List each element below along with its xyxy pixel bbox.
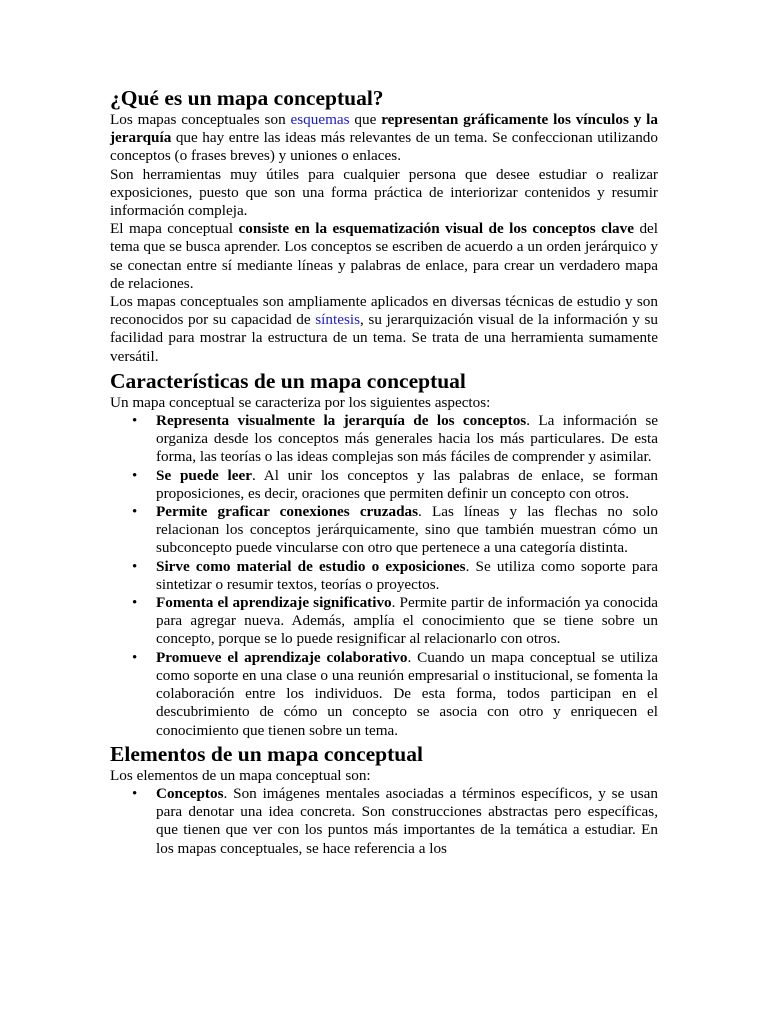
heading-characteristics: Características de un mapa conceptual bbox=[110, 368, 466, 393]
link-esquemas[interactable]: esquemas bbox=[290, 111, 350, 128]
paragraph-3 bbox=[110, 220, 658, 293]
text: . Permite partir de información ya conocida para agregar nueva. Además, amplía el conocimiento que se tiene sobre un concepto, porque se lo puede resignificar al relacionarlo con otros. bbox=[156, 594, 658, 648]
list-item bbox=[110, 785, 658, 858]
bullet-icon: • bbox=[132, 467, 138, 484]
heading-what-is: ¿Qué es un mapa conceptual? bbox=[110, 86, 384, 110]
text: . Cuando un mapa conceptual se utiliza como soporte en una clase o una reunión empresarial o institucional, se fomenta la colaboración entre los individuos. De esta forma, todos participan en el descubrimiento de cómo un concepto se asocia con otro y enriquecen el conocimiento que tienen sobre un tema. bbox=[156, 648, 658, 739]
elements-intro: Los elementos de un mapa conceptual son: bbox=[110, 766, 371, 784]
elements-list bbox=[110, 785, 658, 858]
list-item bbox=[110, 558, 658, 594]
bullet-icon: • bbox=[132, 785, 138, 802]
bold-text: representan gráficamente los vínculos y la jerarquía bbox=[110, 111, 658, 147]
text: . La información se organiza desde los conceptos más generales hacia los más particulares. De esta forma, las teorías o las ideas complejas son más fáciles de comprender y asimilar. bbox=[156, 412, 658, 466]
text: que bbox=[349, 111, 382, 128]
text: que hay entre las ideas más relevantes de un tema. Se confeccionan utilizando conceptos (o frases breves) y uniones o enlaces. bbox=[110, 129, 658, 165]
text: El mapa conceptual bbox=[110, 220, 239, 238]
list-item bbox=[110, 467, 658, 503]
link-sintesis[interactable]: síntesis bbox=[315, 311, 360, 329]
paragraph-1 bbox=[110, 111, 658, 166]
paragraph-4 bbox=[110, 293, 658, 366]
bullet-icon: • bbox=[132, 504, 138, 521]
list-item bbox=[110, 594, 658, 649]
bold-text: consiste en la esquematización visual de los conceptos clave bbox=[238, 220, 634, 238]
bold-text: Se puede leer bbox=[156, 466, 252, 484]
text: . Al unir los conceptos y las palabras de enlace, se forman proposiciones, es decir, oraciones que permiten definir un concepto con otros. bbox=[156, 466, 659, 502]
text: . Las líneas y las flechas no solo relacionan los conceptos jerárquicamente, sino que también muestran cómo un subconcepto puede vincularse con otro que pertenece a una categoría distinta. bbox=[156, 503, 659, 557]
text: Los mapas conceptuales son ampliamente aplicados en diversas técnicas de estudio y son reconocidos por su capacidad de bbox=[110, 293, 658, 329]
bullet-icon: • bbox=[132, 649, 138, 666]
bold-text: Sirve como material de estudio o exposiciones bbox=[156, 557, 466, 575]
bold-text: Representa visualmente la jerarquía de los conceptos bbox=[156, 412, 527, 430]
bold-text: Fomenta el aprendizaje significativo bbox=[156, 594, 392, 612]
heading-elements: Elementos de un mapa conceptual bbox=[110, 741, 423, 766]
text: . Se utiliza como soporte para sintetizar o resumir textos, teorías o proyectos. bbox=[156, 557, 658, 593]
text: , su jerarquización visual de la información y su facilidad para mostrar la estructura de un tema. Se trata de una herramienta sumamente versátil. bbox=[110, 311, 658, 365]
bold-text: Promueve el aprendizaje colaborativo bbox=[156, 648, 408, 666]
list-item bbox=[110, 503, 658, 558]
bold-text: Conceptos bbox=[156, 784, 224, 802]
characteristics-intro: Un mapa conceptual se caracteriza por los siguientes aspectos: bbox=[110, 393, 491, 411]
bold-text: Permite graficar conexiones cruzadas bbox=[156, 503, 419, 521]
bullet-icon: • bbox=[132, 413, 138, 430]
characteristics-list bbox=[110, 412, 658, 740]
text: del tema que se busca aprender. Los conceptos se escriben de acuerdo a un orden jerárquico y se conectan entre sí mediante líneas y palabras de enlace, para crear un verdadero mapa de relaciones. bbox=[110, 220, 658, 292]
document-page bbox=[110, 85, 658, 858]
text: Los mapas conceptuales son bbox=[110, 111, 291, 128]
text: . Son imágenes mentales asociadas a términos específicos, y se usan para denotar una idea concreta. Son construcciones abstractas pero específicas, que tienen que ver con los puntos más importantes de la temática a estudiar. En los mapas conceptuales, se hace referencia a los bbox=[156, 784, 658, 857]
list-item bbox=[110, 649, 658, 740]
bullet-icon: • bbox=[132, 558, 138, 575]
bullet-icon: • bbox=[132, 595, 138, 612]
paragraph-2: Son herramientas muy útiles para cualquier persona que desee estudiar o realizar exposiciones, puesto que son una forma práctica de interiorizar contenidos y resumir información compleja. bbox=[110, 165, 658, 220]
list-item bbox=[110, 412, 658, 467]
